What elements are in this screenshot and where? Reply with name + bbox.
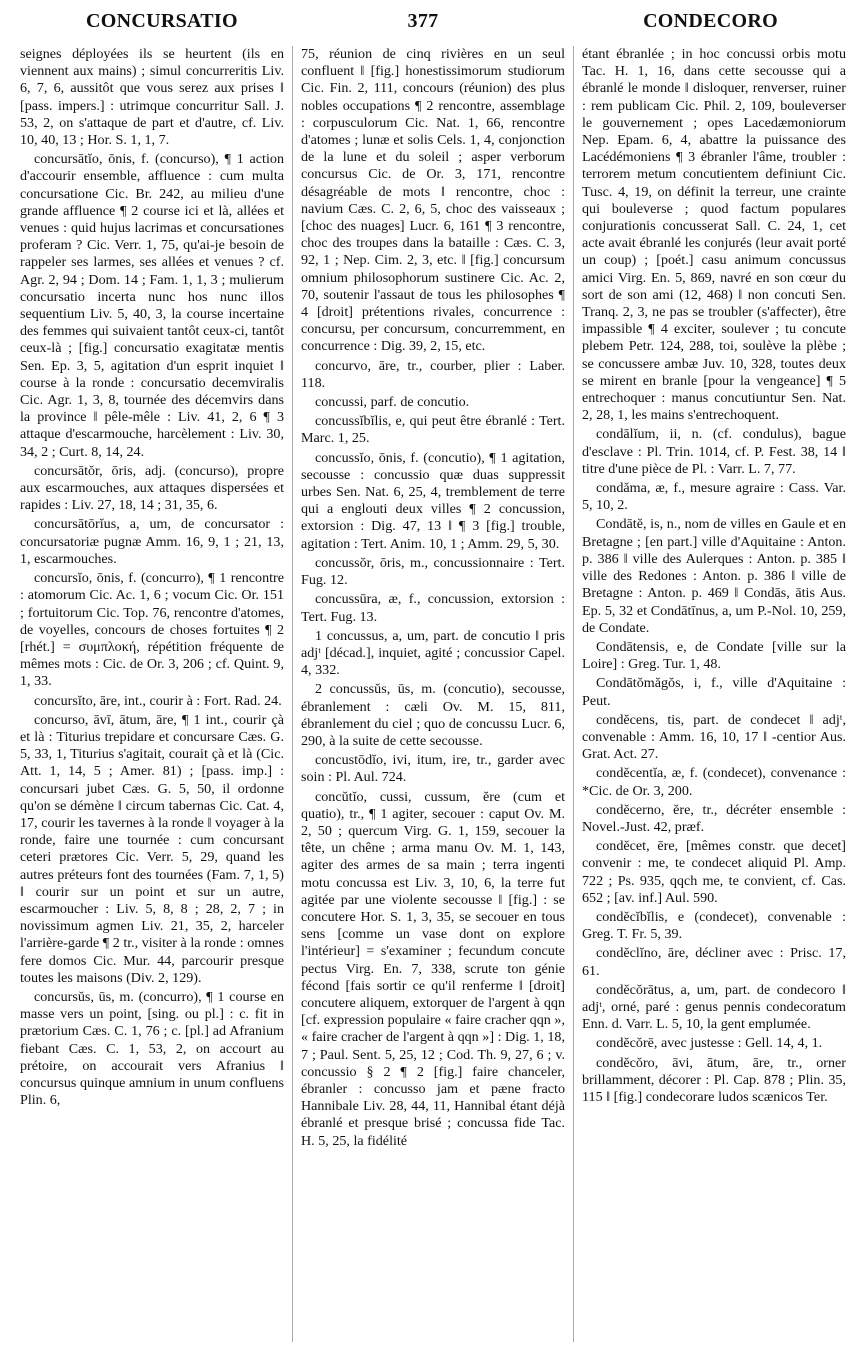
dictionary-body — [20, 46, 846, 1346]
dictionary-entry: 1 concussus, a, um, part. de concutio ‖ pris adjᵗ [décad.], inquiet, agité ; concussior Capel. 4, 332. — [301, 627, 565, 679]
dictionary-entry: condĕcŏro, āvi, ātum, āre, tr., orner brillamment, décorer : Pl. Cap. 878 ; Plin. 35, 115 ‖ [fig.] condecorare ludos scænicos Ter. — [582, 1054, 846, 1105]
dictionary-entry: concussŏr, ōris, m., concussionnaire : Tert. Fug. 12. — [301, 554, 565, 589]
dictionary-entry: concŭtĭo, cussi, cussum, ĕre (cum et quatio), tr., ¶ 1 agiter, secouer : caput Ov. M. 2, 50 ; quercum Virg. G. 1, 159, secouer la tête, un chêne ; arma manu Ov. M. 1, 143, agiter des armes de sa main ; terra ingenti motu concussa est Liv. 3, 10, 6, la terre fut agitée par une violente secousse ‖ [fig.] : se concutere Hor. S. 1, 3, 35, se secouer en tous sens [comme un vase dont on explore l'intérieur] = s'examiner ; fecundum concute pectus Virg. En. 7, 338, scrute ton génie fécond [fais sortir ce qu'il renferme ‖ [droit] concutere aliquem, extorquer de l'argent à qqn [cf. expression populaire « faire cracher qqn », « faire cracher de l'argent à qqn »] : Dig. 1, 18, 7 ; Paul. Sent. 5, 25, 12 ; Cod. Th. 9, 27, 6 ; v. concussio § 2 ¶ 2 [fig.] faire chanceler, ébranler : concusso jam et pæne fracto Hannibale Liv. 28, 44, 11, Hannibal étant déjà ébranlé et presque brisé ; concussa fide Tac. H. 5, 25, la fidélité — [301, 788, 565, 1149]
column-2 — [301, 46, 565, 1346]
dictionary-entry: 75, réunion de cinq rivières en un seul confluent ‖ [fig.] honestissimorum studiorum Cic. Fin. 2, 111, concours (réunion) des plus nobles occupations ¶ 2 rencontre, assemblage : corpusculorum Cic. Nat. 1, 66, rencontre d'atomes ; lunæ et solis Cels. 1, 4, conjonction de la lune et du soleil ; asper verborum concursus Cic. de Or. 3, 171, rencontre désagréable de mots ‖ rencontre, choc : navium Cæs. C. 2, 6, 5, choc des vaisseaux ; [choc des nuages] Lucr. 6, 161 ¶ 3 rencontre, choc des troupes dans la bataille : Cæs. C. 3, 92, 1 ; Nep. Cim. 2, 3, etc. ‖ [fig.] concursum omnium philosophorum sustinere Cic. Ac. 2, 70, soutenir l'assaut de tous les philosophes ¶ 4 [droit] prétentions rivales, concurrence : concursu, per concursum, concurremment, en concurrence : Dig. 39, 2, 15, etc. — [301, 46, 565, 355]
dictionary-entry: seignes déployées ils se heurtent (ils en viennent aux mains) ; simul concurreritis Liv. 6, 7, 6, aussitôt que vous serez aux prises ‖ [pass. impers.] : utrimque concurritur Sall. J. 53, 2, on s'attaque de part et d'autre, cf. Liv. 10, 40, 13 ; Hor. S. 1, 1, 7. — [20, 46, 284, 149]
dictionary-entry: 2 concussŭs, ūs, m. (concutio), secousse, ébranlement : cæli Ov. M. 15, 811, ébranlement du ciel ; quo de concussu Lucr. 6, 290, à la suite de cette secousse. — [301, 681, 565, 749]
dictionary-entry: condĕcŏrātus, a, um, part. de condecoro ‖ adjᵗ, orné, paré : genus pennis condecoratum Enn. d. Varr. L. 5, 10, la gent emplumée. — [582, 981, 846, 1033]
dictionary-entry: concustōdĭo, ivi, itum, ire, tr., garder avec soin : Pl. Aul. 724. — [301, 752, 565, 786]
column-3 — [582, 46, 846, 1346]
dictionary-entry: condĕcĭbĭlis, e (condecet), convenable : Greg. T. Fr. 5, 39. — [582, 908, 846, 943]
dictionary-entry: Condātensis, e, de Condate [ville sur la Loire] : Greg. Tur. 1, 48. — [582, 638, 846, 673]
dictionary-entry: concursātŏr, ōris, adj. (concurso), propre aux escarmouches, aux attaques dispersées et rapides : Liv. 27, 18, 14 ; 31, 35, 6. — [20, 462, 284, 514]
dictionary-entry: Condātŏmăgŏs, i, f., ville d'Aquitaine : Peut. — [582, 675, 846, 709]
dictionary-entry: concursĭo, ōnis, f. (concurro), ¶ 1 rencontre : atomorum Cic. Ac. 1, 6 ; vocum Cic. Or. 151 ; fortuitorum Cic. Top. 76, rencontre d'atomes, de voyelles, concours de choses fortuites ¶ 2 [rhét.] = συμπλοκή, répétition fréquente de mêmes mots : Cic. de Or. 3, 206 ; cf. Quint. 9, 1, 33. — [20, 570, 284, 690]
dictionary-entry: condăma, æ, f., mesure agraire : Cass. Var. 5, 10, 2. — [582, 480, 846, 514]
dictionary-entry: concursātōrĭus, a, um, de concursator : concursatoriæ pugnæ Amm. 16, 9, 1 ; 21, 13, 1, escarmouches. — [20, 516, 284, 567]
dictionary-entry: concussūra, æ, f., concussion, extorsion : Tert. Fug. 13. — [301, 591, 565, 625]
dictionary-entry: concursātĭo, ōnis, f. (concurso), ¶ 1 action d'accourir ensemble, affluence : cum multa concursatione Cic. Br. 242, au milieu d'une grande affluence ¶ 2 course ici et là, allées et venues : quid hujus lacrimas et concursationes proferam ? Cic. Verr. 1, 75, qu'ai-je besoin de rappeler ses larmes, ses allées et venues ? cf. Agr. 2, 94 ; Dom. 14 ; Fam. 1, 1, 3 ; mulierum concursatio incerta nunc hos nunc illos sequentium Liv. 5, 40, 3, la course incertaine des femmes qui suivaient tantôt ceux-ci, tantôt ceux-là ; [fig.] concursatio exagitatæ mentis Sen. Ep. 3, 5, agitation d'un esprit inquiet ‖ course à la ronde : concursatio decemviralis Cic. Agr. 1, 3, 8, tournée des décemvirs dans la province ‖ pêle-mêle : Liv. 41, 2, 6 ¶ 3 attaque d'escarmouche, harcèlement : Liv. 30, 34, 2 ; Curt. 8, 14, 24. — [20, 151, 284, 460]
running-header — [0, 10, 846, 40]
dictionary-entry: concursŭs, ūs, m. (concurro), ¶ 1 course en masse vers un point, [sing. ou pl.] : c. fit in prætorium Cæs. C. 1, 76 ; c. [pl.] ad Afranium fiebant Cæs. C. 1, 53, 2, on accourt au prétoire, on accourait vers Afranius ‖ concursus quinque amnium in unum confluens Plin. 6, — [20, 988, 284, 1109]
dictionary-entry: concussi, parf. de concutio. — [315, 394, 470, 411]
last-headword: CONDECORO — [643, 10, 778, 32]
dictionary-entry: condĕcerno, ĕre, tr., décréter ensemble : Novel.-Just. 42, præf. — [582, 801, 846, 835]
dictionary-entry: condĕclĭno, āre, décliner avec : Prisc. 17, 61. — [582, 945, 846, 979]
dictionary-entry: concussĭo, ōnis, f. (concutio), ¶ 1 agitation, secousse : concussio quæ duas suppressit urbes Sen. Nat. 6, 25, 4, tremblement de terre qui a englouti deux villes ¶ 2 concussion, extorsion : Dig. 47, 13 ‖ ¶ 3 [fig.] trouble, agitation : Tert. Anim. 10, 1 ; Amm. 29, 5, 30. — [301, 449, 565, 552]
first-headword: CONCURSATIO — [86, 10, 238, 32]
dictionary-entry: condĕcŏrē, avec justesse : Gell. 14, 4, 1. — [596, 1035, 823, 1052]
dictionary-entry: étant ébranlée ; in hoc concussi orbis motu Tac. H. 1, 16, dans cette secousse qui a ébranlé le monde ‖ disloquer, renverser, ruiner : rem publicam Cic. Phil. 2, 109, bouleverser le gouvernement ; opes Lacedæmoniorum Nep. Epam. 6, 4, abattre la puissance des Lacédémoniens ¶ 3 ébranler l'âme, troubler : terrorem metum concutientem definiunt Cic. Tusc. 4, 19, on définit la terreur, une crainte qui bouleverse ; quod factum populares conjurationis concusserat Sall. C. 24, 1, cet acte avait ébranlé les conjurés (leur avait porté un coup) ; [poét.] casu animum concussus amici Virg. En. 5, 869, navré en son cœur du sort de son ami (12, 468) ‖ non concuti Sen. Tranq. 2, 3, ne pas se troubler (s'affecter), être impassible ¶ 4 exciter, soulever ; tu concute plebem Petr. 124, 288, toi, soulève la plèbe ; se concussere ambæ Juv. 10, 328, toutes deux se mirent en branle [pour la vengeance] ¶ 5 entrechoquer : manus concutiuntur Sen. Nat. 2, 28, 1, les mains s'entrechoquent. — [582, 46, 846, 424]
dictionary-entry: concurvo, āre, tr., courber, plier : Laber. 118. — [301, 357, 565, 391]
dictionary-entry: condĕcens, tis, part. de condecet ‖ adjᵗ, convenable : Amm. 16, 10, 17 ‖ -centior Aus. Grat. Act. 27. — [582, 711, 846, 763]
page-number: 377 — [407, 10, 439, 32]
dictionary-entry: Condātĕ, is, n., nom de villes en Gaule et en Bretagne ; [en part.] ville d'Aquitaine : Anton. p. 386 ‖ ville des Aulerques : Anton. p. 385 ‖ ville des Redones : Anton. p. 386 ‖ ville de Bretagne : Anton. p. 469 ‖ Condās, ātis Aus. Ep. 5, 32 et Condātīnus, a, um P.-Nol. 10, 259, de Condate. — [582, 516, 846, 636]
dictionary-entry: condālĭum, ii, n. (cf. condulus), bague d'esclave : Pl. Trin. 1014, cf. P. Fest. 38, 14 ‖ titre d'une pièce de Pl. : Varr. L. 7, 77. — [582, 426, 846, 477]
dictionary-entry: condĕcet, ēre, [mêmes constr. que decet] convenir : me, te condecet aliquid Pl. Amp. 722 ; Ps. 935, qqch me, te convient, cf. Cas. 652 ; [av. inf.] Aul. 590. — [582, 838, 846, 906]
dictionary-entry: concussĭbĭlis, e, qui peut être ébranlé : Tert. Marc. 1, 25. — [301, 413, 565, 447]
dictionary-entry: concurso, āvī, ātum, āre, ¶ 1 int., courir çà et là : Titurius trepidare et concursare Cæs. G. 5, 33, 1, Titurius s'agitait, courait çà et là (Cic. Att. 1, 14, 5 ; Amer. 81) ; [pass. imp.] : concursari jubet Cæs. G. 5, 50, il ordonne qu'on se démène ‖ circum tabernas Cic. Cat. 4, 17, courir les tavernes à la ronde ‖ voyager à la ronde, faire une tournée : cum concursant ceteri prætores Cic. Verr. 5, 29, quand les autres préteurs font des tournées (Fam. 7, 1, 5) ‖ courir sur un point et sur un autre, escarmoucher : Liv. 5, 8, 8 ; 28, 2, 7 ; in novissimum agmen Liv. 21, 35, 2, harceler l'arrière-garde ¶ 2 tr., visiter à la ronde : omnes fere domos Cic. Mur. 44, parcourir presque toutes les maisons (Div. 2, 129). — [20, 711, 284, 986]
dictionary-entry: concursĭto, āre, int., courir à : Fort. Rad. 24. — [34, 692, 282, 709]
dictionary-entry: condĕcentĭa, æ, f. (condecet), convenance : *Cic. de Or. 3, 200. — [582, 765, 846, 799]
column-1 — [20, 46, 284, 1346]
